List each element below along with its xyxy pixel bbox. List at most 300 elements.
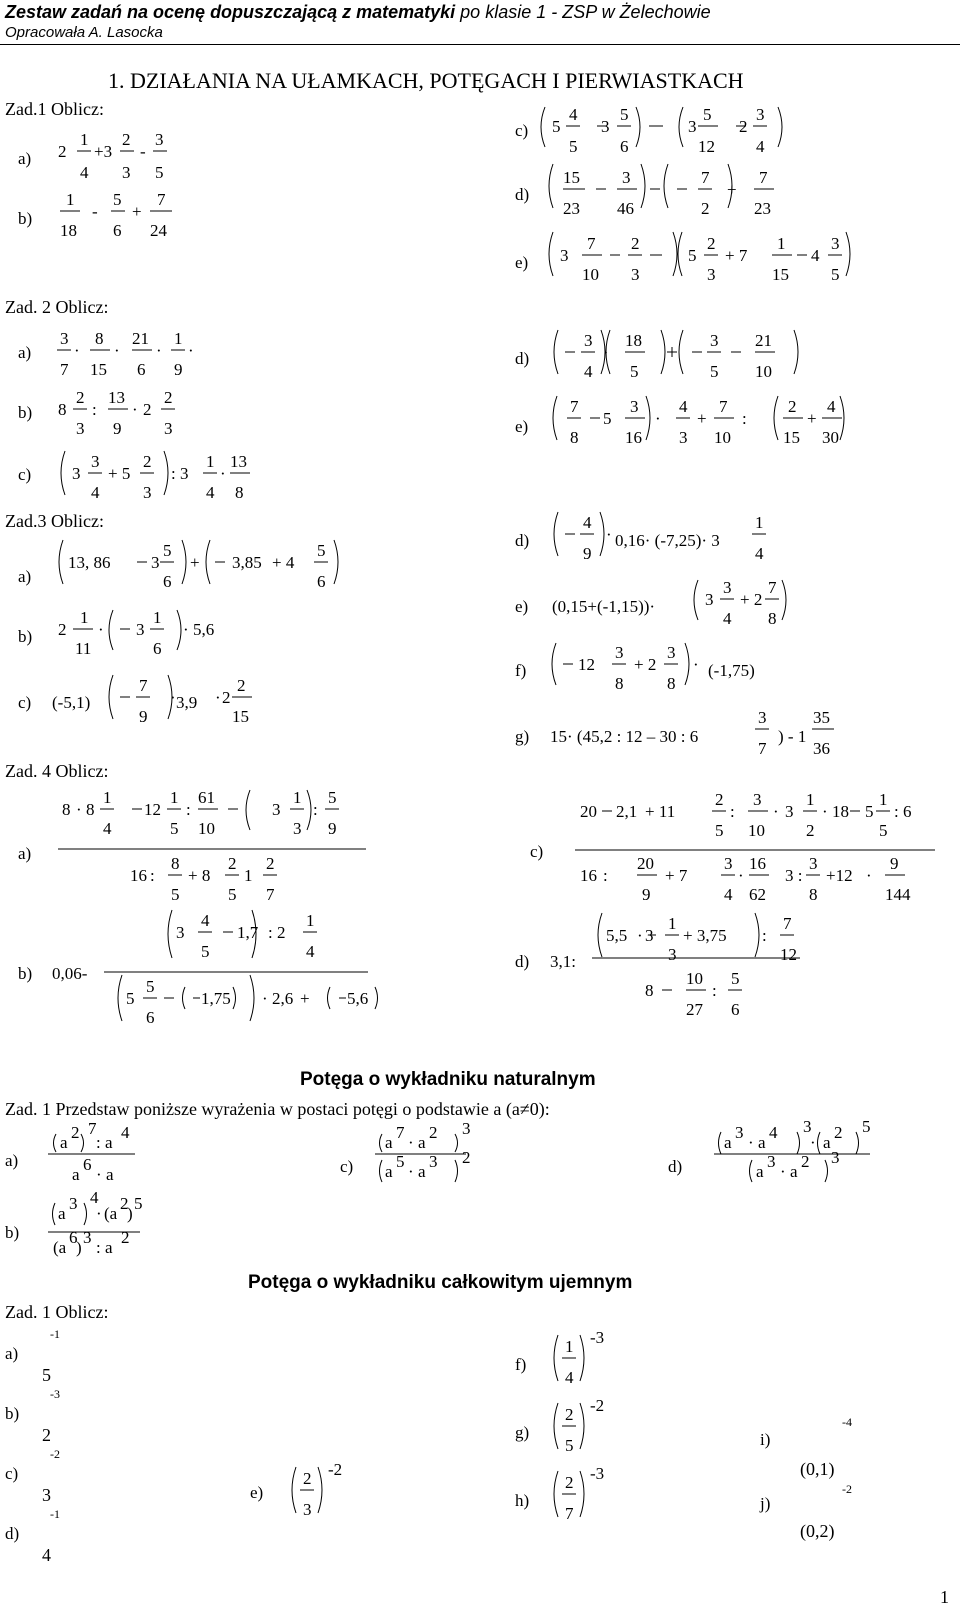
svg-text:·: · [738,866,744,885]
svg-text:·: · [810,1133,816,1152]
svg-text:16: 16 [580,866,597,885]
svg-text:1: 1 [306,911,315,930]
svg-text:7: 7 [759,168,768,187]
svg-text:1: 1 [668,914,677,933]
power-base: 3 [42,1485,51,1505]
svg-text:3: 3 [688,117,697,136]
svg-text:1: 1 [777,234,786,253]
svg-text:5: 5 [710,362,719,381]
svg-text:·: · [408,1133,414,1152]
svg-text:12: 12 [144,800,161,819]
svg-text:a: a [756,1162,764,1181]
item-label: a) [18,844,32,863]
svg-text:+ 3,75: + 3,75 [683,926,727,945]
svg-text:a: a [418,1162,426,1181]
svg-text:-: - [140,142,146,161]
svg-text:c): c) [340,1157,354,1176]
svg-text:2: 2 [565,1405,574,1424]
item-label: a) [18,149,32,168]
svg-text:8: 8 [667,674,676,693]
svg-text:2: 2 [429,1123,438,1142]
svg-text:1: 1 [170,788,179,807]
svg-text:5: 5 [113,190,122,209]
svg-text:3: 3 [785,802,794,821]
svg-text::: : [186,800,191,819]
power-base: 5 [42,1365,51,1385]
svg-text:3: 3 [429,1152,438,1171]
svg-text:5,6: 5,6 [193,620,215,639]
svg-text:12: 12 [780,945,797,964]
svg-text:: 6: : 6 [894,802,912,821]
svg-text:·: · [170,688,176,707]
item-label: b) [5,1404,20,1423]
svg-text::: : [730,802,735,821]
svg-text:3: 3 [735,1123,744,1142]
svg-text:13, 86: 13, 86 [68,553,111,572]
item-label: a) [5,1344,19,1363]
z3f-tail: (-1,75) [708,661,755,680]
svg-text:·: · [693,655,699,674]
svg-text:3: 3 [176,923,185,942]
svg-text:3: 3 [303,1500,312,1519]
item-label: a) [18,343,32,362]
svg-text:21: 21 [755,331,772,350]
svg-text:2: 2 [303,1469,312,1488]
svg-text:2: 2 [120,1194,129,1213]
svg-text:3: 3 [667,643,676,662]
svg-text:8: 8 [62,800,71,819]
svg-text:5: 5 [703,105,712,124]
svg-text:5: 5 [146,977,155,996]
svg-text:4: 4 [769,1123,778,1142]
svg-text:3: 3 [622,168,631,187]
z3c-prefix: (-5,1) [52,693,91,712]
svg-text:-3: -3 [590,1328,605,1347]
svg-text:4: 4 [103,819,112,838]
svg-text:a: a [790,1162,798,1181]
svg-text:9: 9 [642,885,651,904]
power-base: 4 [42,1545,51,1565]
svg-text:5: 5 [126,989,135,1008]
svg-text:8: 8 [645,981,654,1000]
svg-text:6: 6 [153,639,162,658]
svg-text:: a: : a [96,1238,113,1257]
svg-text:+: + [807,409,817,428]
svg-text:3: 3 [72,464,81,483]
svg-text:4: 4 [724,885,733,904]
z4d-prefix: 3,1: [550,952,576,971]
svg-text:2: 2 [707,234,716,253]
svg-text:4: 4 [679,397,688,416]
svg-text:21: 21 [132,329,149,348]
svg-text:15: 15 [783,428,800,447]
svg-text:4: 4 [201,911,210,930]
svg-text:4: 4 [569,105,578,124]
svg-text:1: 1 [103,788,112,807]
svg-text:4: 4 [90,1188,99,1207]
svg-text:4: 4 [306,942,315,961]
svg-text:7: 7 [60,360,69,379]
svg-text:3: 3 [272,800,281,819]
svg-text:2: 2 [266,854,275,873]
svg-text:10: 10 [198,819,215,838]
svg-text:·: · [132,400,138,419]
svg-text:a: a [72,1165,80,1184]
svg-text:7: 7 [157,190,166,209]
svg-text:10: 10 [582,265,599,284]
svg-text:1: 1 [80,608,89,627]
svg-text:4: 4 [206,483,215,502]
svg-text:2: 2 [237,676,246,695]
svg-text:h): h) [515,1491,530,1510]
svg-text:9: 9 [139,707,148,726]
svg-text:+ 2: + 2 [634,655,657,674]
svg-text:3: 3 [809,854,818,873]
z3c-mid: 3,9 [176,693,198,712]
svg-text:3: 3 [803,1117,812,1136]
svg-text:·: · [866,866,872,885]
svg-text:7: 7 [266,885,275,904]
svg-text:·: · [156,341,162,360]
svg-text:5: 5 [731,969,740,988]
svg-text:6: 6 [317,572,326,591]
svg-text:20: 20 [637,854,654,873]
svg-text:1: 1 [80,130,89,149]
svg-text:15: 15 [772,265,789,284]
svg-text:15: 15 [90,360,107,379]
item-label: e) [515,417,529,436]
svg-text:3: 3 [679,428,688,447]
svg-text:+: + [727,180,737,199]
svg-text:5: 5 [396,1152,405,1171]
svg-text:5: 5 [603,409,612,428]
svg-text:3: 3 [724,854,733,873]
svg-text:9: 9 [583,544,592,563]
svg-text:2: 2 [228,854,237,873]
svg-text:·: · [188,341,194,360]
svg-text:4: 4 [584,362,593,381]
z3g-text: 15· (45,2 : 12 – 30 : 6 [550,727,699,746]
svg-text:62: 62 [749,885,766,904]
item-label: c) [18,693,32,712]
svg-text:7: 7 [783,914,792,933]
svg-text:+12: +12 [826,866,853,885]
svg-text:6: 6 [113,221,122,240]
svg-text:3: 3 [293,819,302,838]
item-label: d) [5,1524,20,1543]
svg-text:4: 4 [121,1123,130,1142]
svg-text:·: · [262,989,268,1008]
svg-text:4: 4 [91,483,100,502]
svg-text:5: 5 [865,802,874,821]
svg-text:5: 5 [569,137,578,156]
svg-text::: : [92,400,97,419]
svg-text:+: + [132,202,142,221]
item-label: d) [515,185,530,204]
svg-text:+ 5: + 5 [108,464,131,483]
svg-text:7: 7 [396,1123,405,1142]
svg-text:8: 8 [95,329,104,348]
svg-text:3 :: 3 : [785,866,803,885]
svg-text:7: 7 [701,168,710,187]
svg-text:·: · [96,1204,102,1223]
svg-text:10: 10 [755,362,772,381]
svg-text:3: 3 [630,397,639,416]
svg-text:7: 7 [88,1119,97,1138]
svg-text:2: 2 [565,1473,574,1492]
svg-text:3: 3 [462,1119,471,1138]
svg-text:3,85: 3,85 [232,553,262,572]
svg-text:2,1: 2,1 [616,802,638,821]
power-base: (0,1) [800,1459,835,1479]
svg-text:3: 3 [831,1148,840,1167]
svg-text:·: · [215,688,221,707]
svg-text:1,75: 1,75 [201,989,231,1008]
item-label: b) [18,403,33,422]
svg-text:: a: : a [96,1133,113,1152]
svg-text:2: 2 [121,1228,130,1247]
svg-text:5: 5 [317,541,326,560]
power-exponent: -2 [842,1482,852,1496]
svg-text:8: 8 [809,885,818,904]
svg-text:): ) [76,1238,82,1257]
z3e-text: (0,15+(-1,15))· [552,597,656,616]
svg-text:2: 2 [164,388,173,407]
svg-text:144: 144 [885,885,911,904]
svg-text:4: 4 [583,513,592,532]
svg-text:·: · [114,341,120,360]
svg-text:7: 7 [565,1504,574,1523]
svg-text:a: a [385,1162,393,1181]
svg-text:1: 1 [66,190,75,209]
svg-text:23: 23 [754,199,771,218]
svg-text:a: a [823,1133,831,1152]
svg-text:i): i) [760,1430,771,1449]
svg-text:5: 5 [155,163,164,182]
svg-text:3: 3 [155,130,164,149]
svg-text:1,7: 1,7 [237,923,259,942]
svg-text:5: 5 [688,246,697,265]
svg-text:a: a [385,1133,393,1152]
svg-text:2: 2 [76,388,85,407]
svg-text:5: 5 [862,1117,871,1136]
svg-text:3: 3 [164,419,173,438]
svg-text:5: 5 [170,819,179,838]
item-label: f) [515,661,527,680]
svg-text:2: 2 [788,397,797,416]
svg-text:15: 15 [563,168,580,187]
svg-text:-: - [92,202,98,221]
svg-text:36: 36 [813,739,830,758]
svg-text:20: 20 [580,802,597,821]
svg-text:): ) [127,1204,133,1223]
svg-text:4: 4 [755,544,764,563]
svg-text:13: 13 [230,452,247,471]
power-exponent: -3 [50,1387,60,1401]
item-label: c) [5,1464,19,1483]
svg-text::: : [150,866,155,885]
svg-text:8: 8 [86,800,95,819]
svg-text:2: 2 [222,688,231,707]
svg-text:5,6: 5,6 [347,989,369,1008]
svg-text:g): g) [515,1423,530,1442]
svg-text:: 3: : 3 [171,464,189,483]
svg-text:5: 5 [328,788,337,807]
svg-text:·: · [748,1133,754,1152]
item-label: b) [18,209,33,228]
svg-text:4: 4 [80,163,89,182]
svg-text:2: 2 [631,234,640,253]
item-label: e) [515,597,529,616]
item-label: e) [515,253,529,272]
svg-text:7: 7 [570,397,579,416]
svg-text:2: 2 [739,117,748,136]
svg-text:3: 3 [615,643,624,662]
svg-text:11: 11 [75,639,92,658]
svg-text:+: + [300,989,310,1008]
svg-text:2: 2 [143,452,152,471]
svg-text:1: 1 [174,329,183,348]
svg-text:a): a) [5,1151,19,1170]
svg-text:3: 3 [60,329,69,348]
svg-text:6: 6 [83,1155,92,1174]
page-number: 1 [940,1587,949,1607]
svg-text:+3: +3 [94,142,113,161]
svg-text:2: 2 [122,130,131,149]
svg-text:(a: (a [53,1238,67,1257]
svg-text:·: · [637,926,643,945]
svg-text:5: 5 [620,105,629,124]
svg-text:a: a [60,1133,68,1152]
svg-text:9: 9 [328,819,337,838]
svg-text:7: 7 [587,234,596,253]
svg-text:3: 3 [705,590,714,609]
svg-text:1: 1 [153,608,162,627]
svg-text:3: 3 [122,163,131,182]
section3-task: Zad. 1 Oblicz: [5,1302,109,1322]
svg-text:a: a [418,1133,426,1152]
svg-text:·: · [74,341,80,360]
svg-text:2: 2 [801,1152,810,1171]
svg-text:2: 2 [462,1148,471,1167]
svg-text:5: 5 [879,821,888,840]
svg-text:+ 11: + 11 [645,802,676,821]
svg-text:2: 2 [58,620,67,639]
svg-text:5: 5 [565,1436,574,1455]
svg-text:5: 5 [552,117,561,136]
svg-text:3: 3 [707,265,716,284]
svg-text:46: 46 [617,199,634,218]
svg-text:·: · [220,464,226,483]
svg-text:9: 9 [890,854,899,873]
svg-text:27: 27 [686,1000,703,1019]
svg-text:1: 1 [755,513,764,532]
svg-text::: : [742,409,747,428]
svg-text:a: a [106,1165,114,1184]
svg-text::: : [603,866,608,885]
svg-text:5,5: 5,5 [606,926,628,945]
svg-text:6: 6 [731,1000,740,1019]
svg-text:16: 16 [625,428,642,447]
svg-text:30: 30 [822,428,839,447]
svg-text:3: 3 [136,620,145,639]
svg-text:3: 3 [831,234,840,253]
svg-text:3: 3 [753,790,762,809]
svg-text:3: 3 [69,1194,78,1213]
svg-text:5: 5 [831,265,840,284]
item-label: b) [18,964,33,983]
svg-text:10: 10 [714,428,731,447]
svg-text:1: 1 [244,866,253,885]
section-title-fractions: 1. DZIAŁANIA NA UŁAMKACH, POTĘGACH I PIERWIASTKACH [108,68,744,93]
svg-text:3: 3 [631,265,640,284]
svg-text:3: 3 [758,708,767,727]
svg-text:3: 3 [584,331,593,350]
svg-text:·: · [96,1165,102,1184]
svg-text:18: 18 [60,221,77,240]
svg-text:a: a [58,1204,66,1223]
svg-text:61: 61 [198,788,215,807]
svg-text:2: 2 [715,790,724,809]
svg-text:2: 2 [701,199,710,218]
svg-text:18: 18 [625,331,642,350]
svg-text:16: 16 [749,854,766,873]
svg-text:6: 6 [163,572,172,591]
svg-text:16: 16 [130,866,147,885]
section2-task: Zad. 1 Przedstaw poniższe wyrażenia w postaci potęgi o podstawie a (a≠0): [5,1099,550,1119]
svg-text:·: · [603,343,609,362]
svg-text:1: 1 [565,1337,574,1356]
svg-text:10: 10 [748,821,765,840]
svg-text:5: 5 [630,362,639,381]
item-label: c) [18,465,32,484]
svg-text:·: · [183,620,189,639]
svg-text:6: 6 [620,137,629,156]
svg-text:7: 7 [758,739,767,758]
svg-text:10: 10 [686,969,703,988]
power-base: (0,2) [800,1521,835,1541]
svg-text:3: 3 [601,117,610,136]
svg-text::: : [712,981,717,1000]
power-exponent: -4 [842,1415,852,1429]
svg-text:13: 13 [108,388,125,407]
svg-text:·: · [655,409,661,428]
item-label: d) [515,952,530,971]
svg-text:1: 1 [206,452,215,471]
section-title-negative-power: Potęga o wykładniku całkowitym ujemnym [248,1272,633,1293]
svg-text:6: 6 [137,360,146,379]
svg-text:5: 5 [171,885,180,904]
svg-text:7: 7 [139,676,148,695]
svg-text:+ 4: + 4 [272,553,295,572]
z3g-tail: ) - 1 [778,727,807,746]
svg-text:+ 2: + 2 [740,590,763,609]
svg-text:8: 8 [570,428,579,447]
svg-text:1: 1 [879,790,888,809]
svg-text:4: 4 [827,397,836,416]
svg-text:6: 6 [69,1228,78,1247]
svg-text:-2: -2 [590,1396,605,1415]
svg-text:·: · [773,802,779,821]
item-label: d) [515,349,530,368]
svg-text:3: 3 [767,1152,776,1171]
svg-text:3: 3 [151,553,160,572]
item-label: d) [515,531,530,550]
svg-text:+: + [697,409,707,428]
z3d-text: 0,16· (-7,25)· 3 [615,531,720,550]
svg-text:3: 3 [83,1228,92,1247]
z4b-prefix: 0,06- [52,964,88,983]
